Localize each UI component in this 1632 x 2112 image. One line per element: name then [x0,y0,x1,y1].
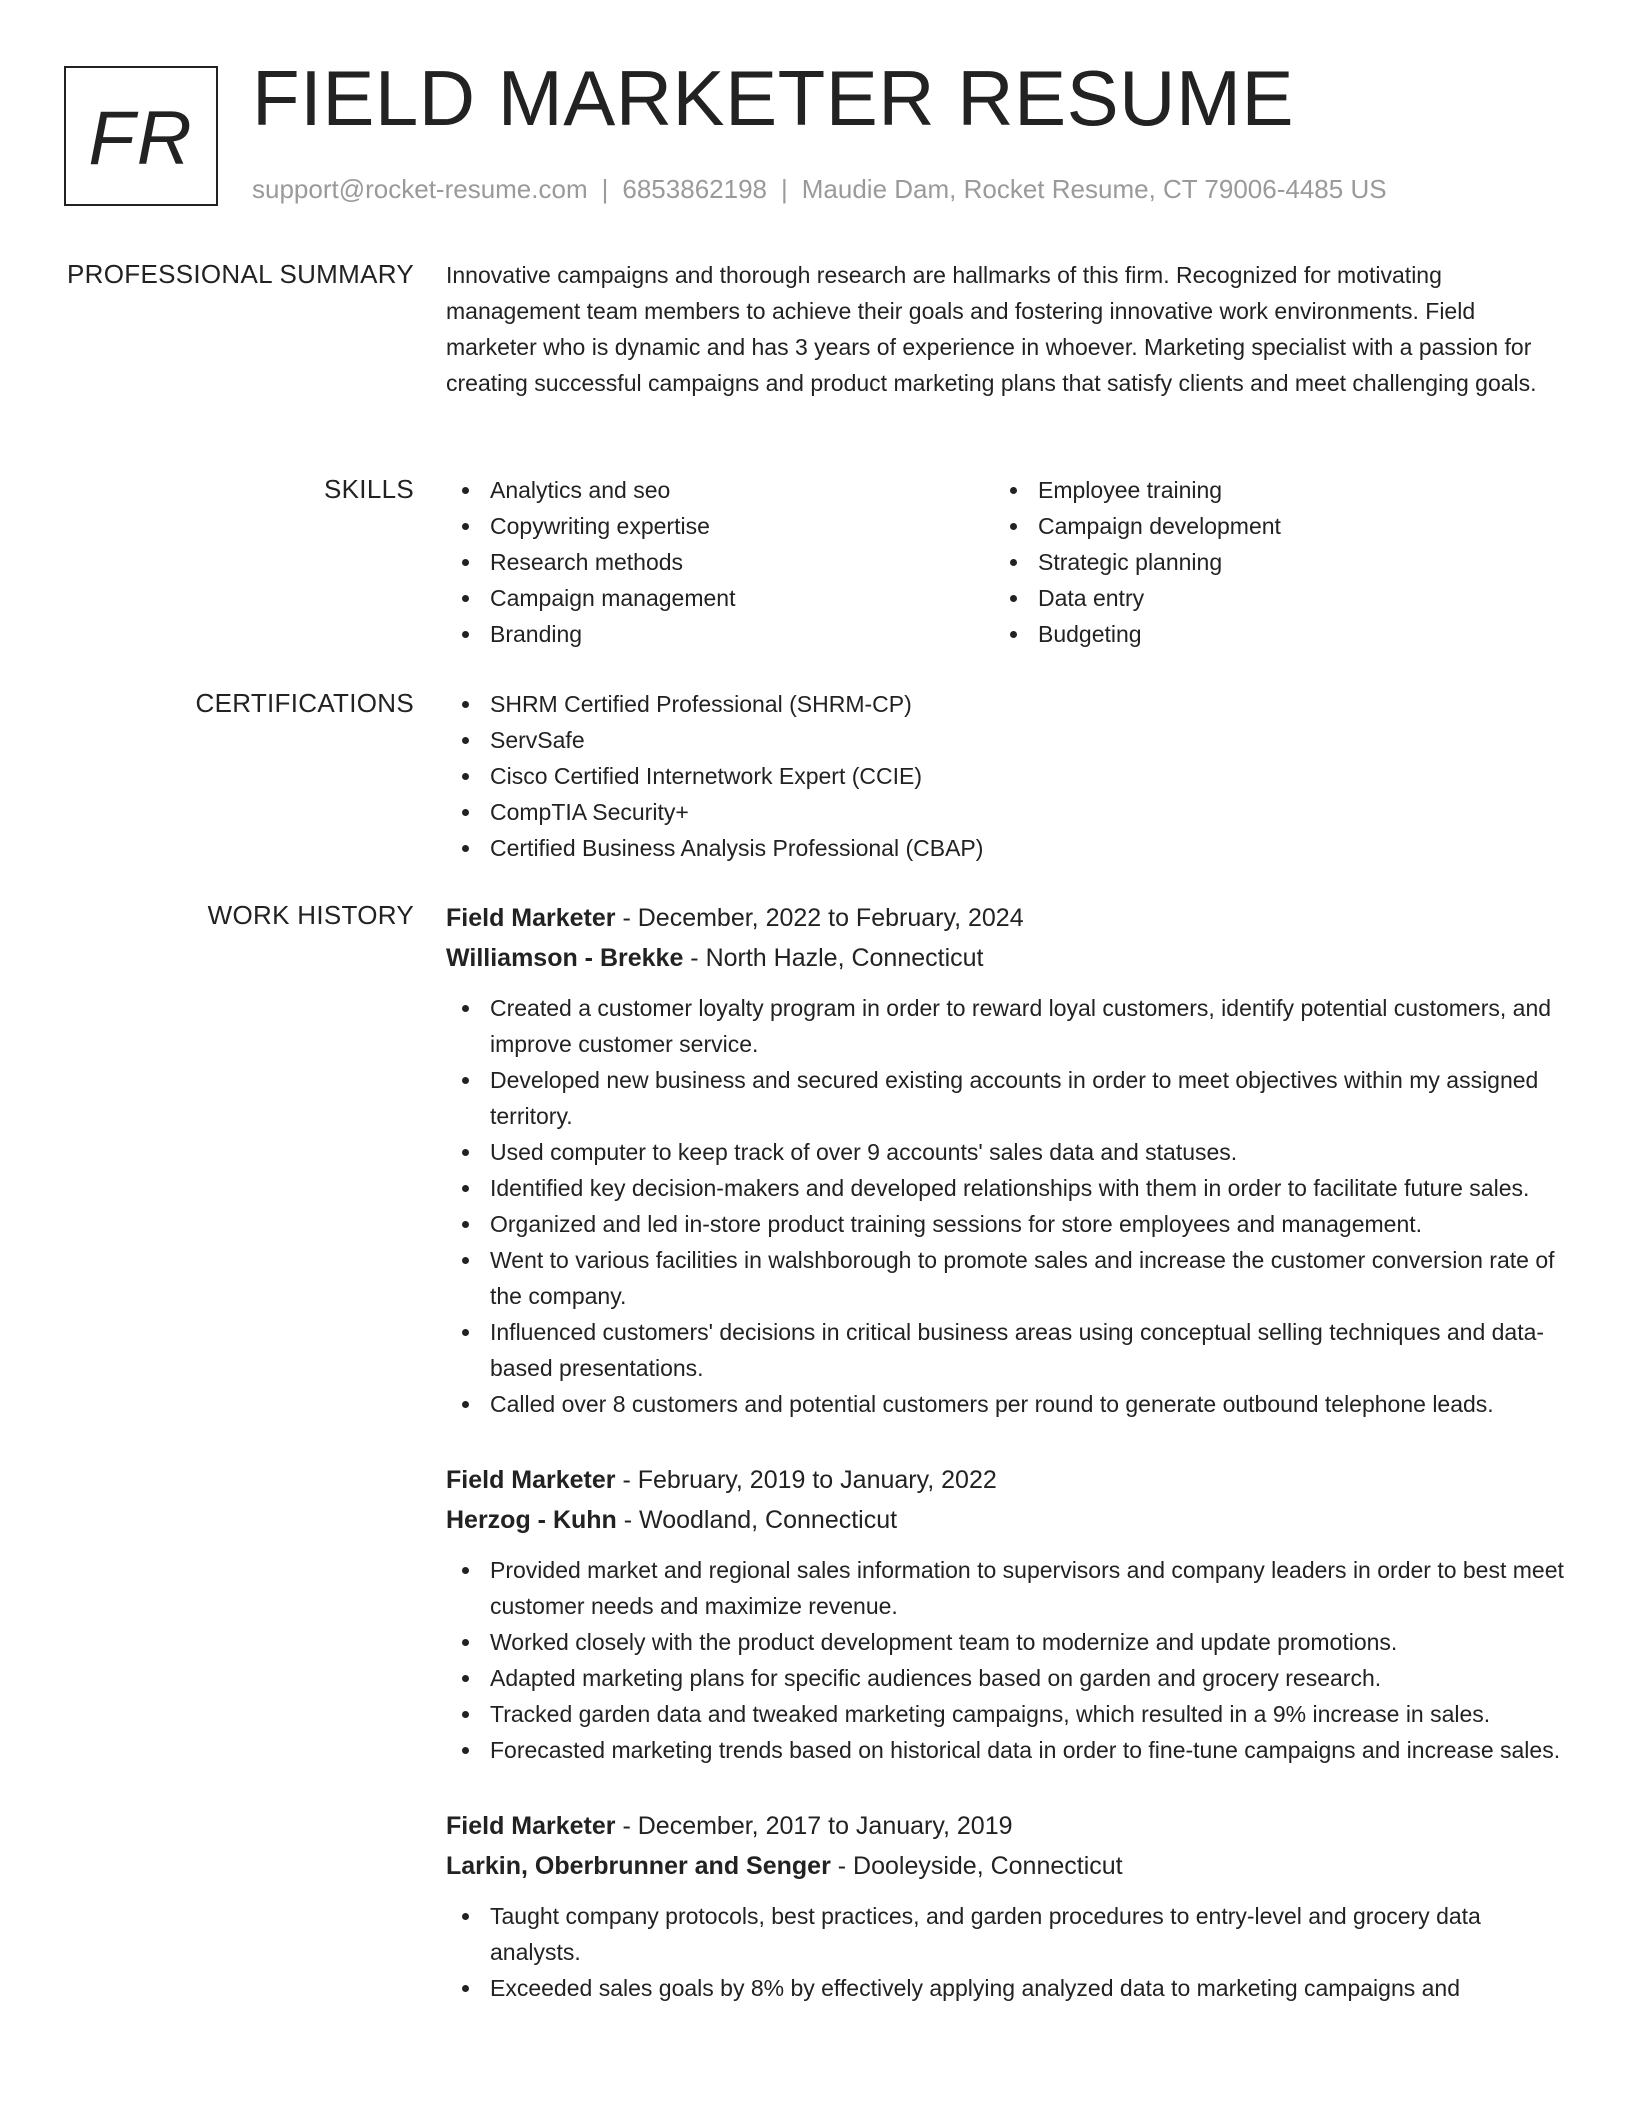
skill-item: Campaign development [1038,508,1542,544]
section-label-summary: PROFESSIONAL SUMMARY [67,259,414,289]
certifications-list [446,686,1566,866]
job-company: Williamson - Brekke [446,944,684,972]
job-title-line [446,1806,1566,1846]
certifications-body [446,686,1566,866]
job-bullet: Worked closely with the product development team to modernize and update promotions. [490,1624,1566,1660]
skill-item: Strategic planning [1038,544,1542,580]
job-entry [446,1806,1566,2006]
job-bullet: Identified key decision-makers and developed relationships with them in order to facilitate future sales. [490,1170,1566,1206]
skills-grid [446,472,1566,652]
job-title: Field Marketer [446,904,616,932]
job-bullet: Taught company protocols, best practices, and garden procedures to entry-level and grocery data analysts. [490,1898,1566,1970]
job-title-line [446,898,1566,938]
job-title-line [446,1460,1566,1500]
skill-item: Budgeting [1038,616,1542,652]
job-bullet: Exceeded sales goals by 8% by effectively applying analyzed data to marketing campaigns and [490,1970,1566,2006]
job-dates: - February, 2019 to January, 2022 [615,1466,997,1494]
job-title: Field Marketer [446,1466,616,1494]
monogram-box [64,66,218,206]
job-location: - North Hazle, Connecticut [683,944,984,972]
skills-list-left [446,472,994,652]
job-company: Larkin, Oberbrunner and Senger [446,1852,831,1880]
job-entry [446,1460,1566,1768]
job-bullet: Created a customer loyalty program in order to reward loyal customers, identify potential customers, and improve customer service. [490,990,1566,1062]
job-company-line [446,1500,1566,1540]
job-entry [446,898,1566,1422]
job-location: - Woodland, Connecticut [616,1506,898,1534]
section-label-work-history: WORK HISTORY [207,900,414,930]
skills-list-right [994,472,1542,652]
job-dates: - December, 2017 to January, 2019 [615,1812,1013,1840]
job-dates: - December, 2022 to February, 2024 [615,904,1024,932]
job-bullet: Organized and led in-store product training sessions for store employees and management. [490,1206,1566,1242]
job-bullet: Influenced customers' decisions in critical business areas using conceptual selling techniques and data-based presentations. [490,1314,1566,1386]
job-title: Field Marketer [446,1812,616,1840]
contact-phone[interactable]: 6853862198 [622,174,767,204]
certification-item: ServSafe [490,722,1566,758]
skills-body [446,472,1566,652]
job-company-line [446,938,1566,978]
job-location: - Dooleyside, Connecticut [830,1852,1123,1880]
job-bullets [446,1552,1566,1768]
skill-item: Data entry [1038,580,1542,616]
summary-body [446,257,1566,401]
contact-separator: | [601,174,609,204]
skill-item: Analytics and seo [490,472,994,508]
skill-item: Research methods [490,544,994,580]
skill-item: Copywriting expertise [490,508,994,544]
contact-separator: | [781,174,788,204]
skill-item: Branding [490,616,994,652]
certification-item: Certified Business Analysis Professional (CBAP) [490,830,1566,866]
job-company: Herzog - Kuhn [446,1506,617,1534]
job-company-line [446,1846,1566,1886]
contact-line [252,174,1387,205]
work-history-body [446,898,1566,2044]
contact-email[interactable]: support@rocket-resume.com [252,174,588,204]
job-bullet: Used computer to keep track of over 9 accounts' sales data and statuses. [490,1134,1566,1170]
summary-text: Innovative campaigns and thorough research are hallmarks of this firm. Recognized for motivating management team members to achieve their goals and fostering innovative work environments. Field marketer who is dynamic and has 3 years of experience in whoever. Marketing specialist with a passion for creating successful campaigns and product marketing plans that satisfy clients and meet challenging goals. [446,262,1537,396]
job-bullet: Tracked garden data and tweaked marketing campaigns, which resulted in a 9% increase in sales. [490,1696,1566,1732]
certification-item: CompTIA Security+ [490,794,1566,830]
resume-title: FIELD MARKETER RESUME [252,54,1294,142]
certification-item: SHRM Certified Professional (SHRM-CP) [490,686,1566,722]
job-bullet: Went to various facilities in walshborough to promote sales and increase the customer conversion rate of the company. [490,1242,1566,1314]
skills-column-left [446,472,994,652]
skills-column-right [994,472,1542,652]
certification-item: Cisco Certified Internetwork Expert (CCIE) [490,758,1566,794]
job-bullet: Adapted marketing plans for specific audiences based on garden and grocery research. [490,1660,1566,1696]
job-bullets [446,1898,1566,2006]
monogram-initials: FR [88,95,194,181]
section-label-skills: SKILLS [324,474,414,504]
job-bullet: Forecasted marketing trends based on historical data in order to fine-tune campaigns and increase sales. [490,1732,1566,1768]
job-bullet: Provided market and regional sales information to supervisors and company leaders in order to best meet customer needs and maximize revenue. [490,1552,1566,1624]
skill-item: Campaign management [490,580,994,616]
job-bullet: Developed new business and secured existing accounts in order to meet objectives within my assigned territory. [490,1062,1566,1134]
skill-item: Employee training [1038,472,1542,508]
job-bullets [446,990,1566,1422]
job-bullet: Called over 8 customers and potential customers per round to generate outbound telephone leads. [490,1386,1566,1422]
contact-address: Maudie Dam, Rocket Resume, CT 79006-4485 US [801,174,1387,204]
section-label-certifications: CERTIFICATIONS [195,688,414,718]
